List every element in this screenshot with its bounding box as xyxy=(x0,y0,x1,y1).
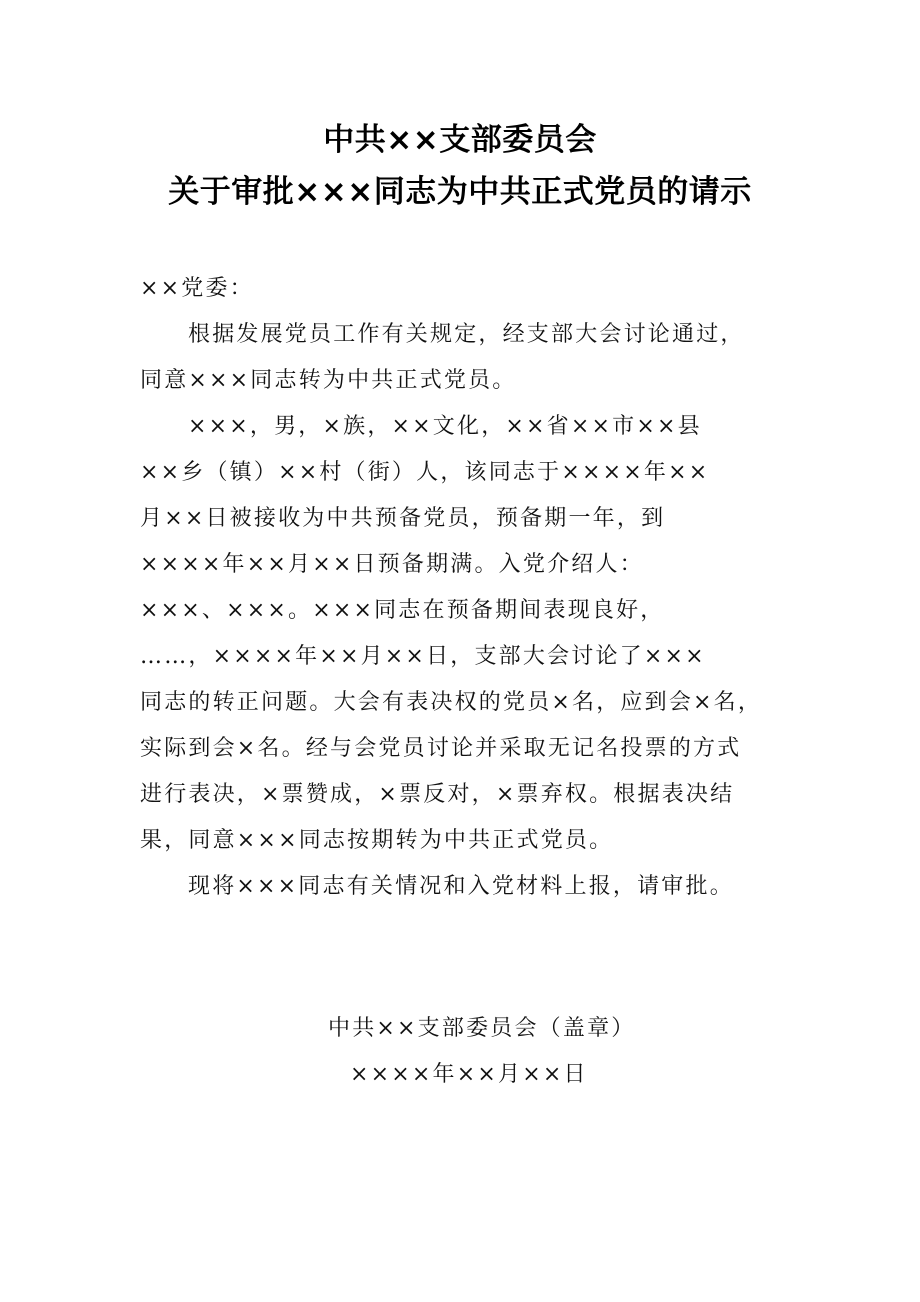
paragraph-3: 现将×××同志有关情况和入党材料上报，请审批。 xyxy=(188,874,734,899)
salutation: ××党委： xyxy=(140,276,254,301)
paragraph-2-line-7: 同志的转正问题。大会有表决权的党员×名，应到会×名， xyxy=(140,690,763,715)
paragraph-1-line-2: 同意×××同志转为中共正式党员。 xyxy=(140,368,517,393)
document-title-line-2: 关于审批×××同志为中共正式党员的请示 xyxy=(168,174,752,210)
paragraph-2-line-8: 实际到会×名。经与会党员讨论并采取无记名投票的方式 xyxy=(140,736,742,761)
paragraph-2-line-1: ×××，男，×族，××文化，××省××市××县 xyxy=(188,414,702,439)
paragraph-2-line-4: ××××年××月××日预备期满。入党介绍人： xyxy=(140,552,644,577)
document-title-line-1: 中共××支部委员会 xyxy=(323,122,597,158)
signature-organization: 中共××支部委员会（盖章） xyxy=(328,1016,636,1041)
paragraph-1-line-1: 根据发展党员工作有关规定，经支部大会讨论通过， xyxy=(188,322,745,347)
paragraph-2-line-3: 月××日被接收为中共预备党员，预备期一年，到 xyxy=(140,506,666,531)
paragraph-2-line-2: ××乡（镇）××村（街）人，该同志于××××年×× xyxy=(140,460,710,485)
paragraph-2-line-10: 果，同意×××同志按期转为中共正式党员。 xyxy=(140,828,614,853)
paragraph-2-line-6: ……，××××年××月××日，支部大会讨论了××× xyxy=(140,644,706,669)
paragraph-2-line-5: ×××、×××。×××同志在预备期间表现良好， xyxy=(140,598,665,623)
signature-date: ××××年××月××日 xyxy=(350,1062,588,1087)
paragraph-2-line-9: 进行表决，×票赞成，×票反对，×票弃权。根据表决结 xyxy=(140,782,735,807)
